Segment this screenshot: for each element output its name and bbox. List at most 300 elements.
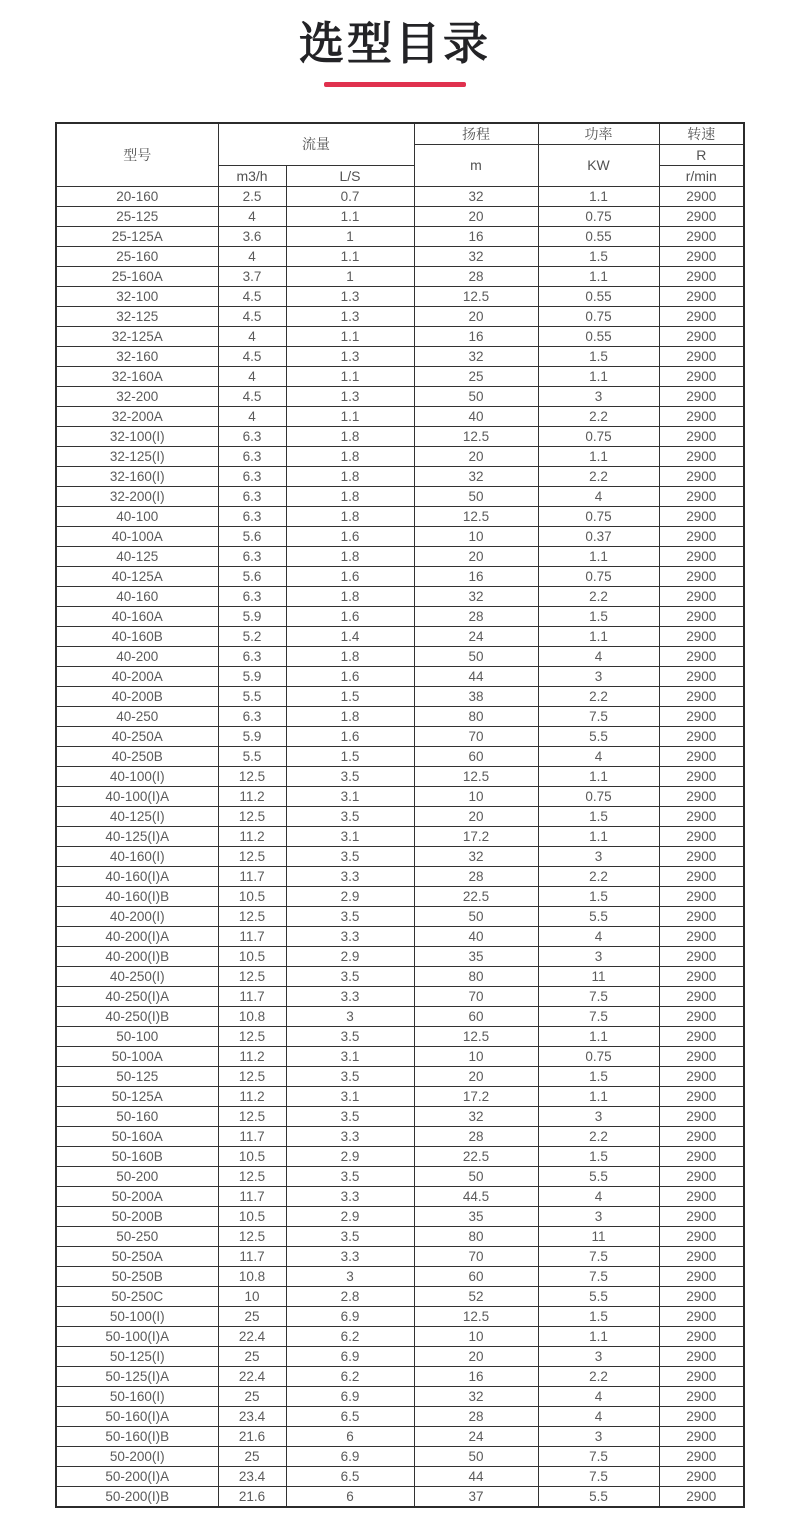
cell-power-kw: 0.75 — [538, 506, 659, 526]
cell-model: 40-125 — [56, 546, 218, 566]
cell-head-m: 32 — [414, 1106, 538, 1126]
cell-flow-m3h: 12.5 — [218, 846, 286, 866]
cell-flow-m3h: 3.6 — [218, 226, 286, 246]
cell-power-kw: 0.75 — [538, 566, 659, 586]
cell-head-m: 50 — [414, 646, 538, 666]
cell-head-m: 20 — [414, 1066, 538, 1086]
cell-speed-rpm: 2900 — [659, 246, 744, 266]
cell-flow-ls: 1.8 — [286, 466, 414, 486]
cell-speed-rpm: 2900 — [659, 646, 744, 666]
cell-flow-ls: 1.8 — [286, 706, 414, 726]
cell-model: 40-200A — [56, 666, 218, 686]
cell-flow-m3h: 11.7 — [218, 1126, 286, 1146]
cell-model: 50-160(I) — [56, 1386, 218, 1406]
cell-power-kw: 1.1 — [538, 186, 659, 206]
cell-head-m: 24 — [414, 1426, 538, 1446]
cell-model: 32-160A — [56, 366, 218, 386]
cell-flow-ls: 1.1 — [286, 246, 414, 266]
table-row — [56, 366, 744, 386]
cell-model: 50-100(I)A — [56, 1326, 218, 1346]
table-row — [56, 1006, 744, 1026]
cell-power-kw: 2.2 — [538, 686, 659, 706]
cell-speed-rpm: 2900 — [659, 466, 744, 486]
cell-flow-ls: 1.8 — [286, 486, 414, 506]
cell-speed-rpm: 2900 — [659, 706, 744, 726]
cell-power-kw: 5.5 — [538, 906, 659, 926]
cell-head-m: 16 — [414, 566, 538, 586]
cell-head-m: 32 — [414, 466, 538, 486]
table-row — [56, 1206, 744, 1226]
cell-head-m: 60 — [414, 746, 538, 766]
cell-head-m: 37 — [414, 1486, 538, 1507]
cell-power-kw: 5.5 — [538, 1166, 659, 1186]
table-row — [56, 946, 744, 966]
cell-flow-ls: 1.6 — [286, 726, 414, 746]
cell-head-m: 16 — [414, 326, 538, 346]
cell-power-kw: 3 — [538, 1106, 659, 1126]
cell-head-m: 70 — [414, 726, 538, 746]
cell-power-kw: 0.75 — [538, 306, 659, 326]
cell-speed-rpm: 2900 — [659, 1306, 744, 1326]
cell-flow-m3h: 21.6 — [218, 1426, 286, 1446]
cell-head-m: 20 — [414, 306, 538, 326]
cell-model: 40-250B — [56, 746, 218, 766]
cell-flow-ls: 0.7 — [286, 186, 414, 206]
table-row — [56, 426, 744, 446]
cell-head-m: 35 — [414, 1206, 538, 1226]
cell-flow-m3h: 10 — [218, 1286, 286, 1306]
cell-head-m: 40 — [414, 926, 538, 946]
cell-speed-rpm: 2900 — [659, 846, 744, 866]
table-row — [56, 746, 744, 766]
cell-flow-ls: 3 — [286, 1006, 414, 1026]
cell-flow-m3h: 11.2 — [218, 1046, 286, 1066]
cell-flow-m3h: 25 — [218, 1446, 286, 1466]
cell-flow-m3h: 4.5 — [218, 286, 286, 306]
table-row — [56, 726, 744, 746]
cell-head-m: 22.5 — [414, 1146, 538, 1166]
cell-model: 32-160 — [56, 346, 218, 366]
cell-power-kw: 4 — [538, 926, 659, 946]
cell-head-m: 10 — [414, 786, 538, 806]
cell-head-m: 70 — [414, 1246, 538, 1266]
cell-speed-rpm: 2900 — [659, 1166, 744, 1186]
cell-flow-ls: 1.5 — [286, 746, 414, 766]
cell-flow-ls: 2.9 — [286, 886, 414, 906]
cell-head-m: 25 — [414, 366, 538, 386]
cell-head-m: 10 — [414, 1046, 538, 1066]
cell-model: 50-160B — [56, 1146, 218, 1166]
cell-head-m: 80 — [414, 1226, 538, 1246]
table-row — [56, 386, 744, 406]
cell-speed-rpm: 2900 — [659, 446, 744, 466]
table-row — [56, 706, 744, 726]
cell-power-kw: 1.1 — [538, 766, 659, 786]
table-row — [56, 1186, 744, 1206]
cell-model: 50-160(I)B — [56, 1426, 218, 1446]
table-row — [56, 446, 744, 466]
cell-head-m: 50 — [414, 386, 538, 406]
cell-model: 40-250(I) — [56, 966, 218, 986]
cell-flow-ls: 1.8 — [286, 506, 414, 526]
cell-flow-m3h: 4 — [218, 326, 286, 346]
cell-model: 40-160B — [56, 626, 218, 646]
cell-flow-ls: 1.3 — [286, 386, 414, 406]
cell-head-m: 60 — [414, 1266, 538, 1286]
table-row — [56, 666, 744, 686]
cell-power-kw: 3 — [538, 1426, 659, 1446]
cell-speed-rpm: 2900 — [659, 866, 744, 886]
cell-power-kw: 11 — [538, 1226, 659, 1246]
cell-flow-ls: 1.1 — [286, 366, 414, 386]
table-row — [56, 1086, 744, 1106]
cell-speed-rpm: 2900 — [659, 226, 744, 246]
cell-power-kw: 1.1 — [538, 266, 659, 286]
cell-power-kw: 4 — [538, 1186, 659, 1206]
header-flow: 流量 — [218, 123, 414, 166]
table-row — [56, 546, 744, 566]
table-row — [56, 826, 744, 846]
cell-speed-rpm: 2900 — [659, 726, 744, 746]
cell-head-m: 20 — [414, 206, 538, 226]
cell-flow-m3h: 11.7 — [218, 926, 286, 946]
cell-speed-rpm: 2900 — [659, 966, 744, 986]
cell-speed-rpm: 2900 — [659, 766, 744, 786]
cell-head-m: 32 — [414, 586, 538, 606]
cell-flow-ls: 1.8 — [286, 586, 414, 606]
cell-power-kw: 1.5 — [538, 886, 659, 906]
cell-speed-rpm: 2900 — [659, 926, 744, 946]
cell-head-m: 28 — [414, 266, 538, 286]
cell-flow-ls: 3.3 — [286, 926, 414, 946]
cell-flow-m3h: 22.4 — [218, 1366, 286, 1386]
cell-flow-m3h: 12.5 — [218, 1166, 286, 1186]
cell-power-kw: 1.5 — [538, 806, 659, 826]
cell-flow-m3h: 5.2 — [218, 626, 286, 646]
cell-model: 50-250 — [56, 1226, 218, 1246]
cell-head-m: 20 — [414, 546, 538, 566]
cell-flow-m3h: 25 — [218, 1346, 286, 1366]
cell-head-m: 60 — [414, 1006, 538, 1026]
cell-head-m: 32 — [414, 186, 538, 206]
table-row — [56, 206, 744, 226]
cell-flow-m3h: 4 — [218, 406, 286, 426]
cell-model: 40-200(I) — [56, 906, 218, 926]
table-row — [56, 926, 744, 946]
table-row — [56, 246, 744, 266]
cell-model: 50-200B — [56, 1206, 218, 1226]
cell-power-kw: 1.5 — [538, 1146, 659, 1166]
cell-power-kw: 1.1 — [538, 1026, 659, 1046]
cell-flow-m3h: 5.5 — [218, 746, 286, 766]
cell-model: 40-160(I)A — [56, 866, 218, 886]
cell-speed-rpm: 2900 — [659, 806, 744, 826]
cell-head-m: 50 — [414, 1446, 538, 1466]
cell-flow-ls: 6.9 — [286, 1346, 414, 1366]
cell-model: 40-250(I)A — [56, 986, 218, 1006]
cell-flow-ls: 6.5 — [286, 1406, 414, 1426]
cell-power-kw: 1.1 — [538, 1086, 659, 1106]
cell-speed-rpm: 2900 — [659, 986, 744, 1006]
cell-speed-rpm: 2900 — [659, 906, 744, 926]
table-row — [56, 1446, 744, 1466]
cell-flow-m3h: 11.7 — [218, 866, 286, 886]
header-row-1 — [56, 123, 744, 145]
header-speed: 转速 — [659, 123, 744, 145]
cell-head-m: 35 — [414, 946, 538, 966]
table-row — [56, 1326, 744, 1346]
cell-power-kw: 0.75 — [538, 426, 659, 446]
cell-flow-m3h: 6.3 — [218, 446, 286, 466]
cell-speed-rpm: 2900 — [659, 746, 744, 766]
cell-flow-ls: 3.1 — [286, 826, 414, 846]
table-row — [56, 766, 744, 786]
cell-speed-rpm: 2900 — [659, 1246, 744, 1266]
cell-flow-ls: 2.9 — [286, 946, 414, 966]
cell-speed-rpm: 2900 — [659, 1006, 744, 1026]
cell-speed-rpm: 2900 — [659, 1086, 744, 1106]
cell-flow-ls: 1.1 — [286, 326, 414, 346]
cell-model: 40-100A — [56, 526, 218, 546]
cell-flow-ls: 3.3 — [286, 1246, 414, 1266]
cell-speed-rpm: 2900 — [659, 366, 744, 386]
pump-selection-table — [55, 122, 745, 1508]
cell-power-kw: 2.2 — [538, 1126, 659, 1146]
cell-head-m: 16 — [414, 1366, 538, 1386]
cell-flow-m3h: 22.4 — [218, 1326, 286, 1346]
cell-model: 25-160 — [56, 246, 218, 266]
cell-flow-m3h: 4.5 — [218, 386, 286, 406]
cell-flow-m3h: 23.4 — [218, 1466, 286, 1486]
cell-flow-ls: 3.5 — [286, 806, 414, 826]
cell-model: 32-200(I) — [56, 486, 218, 506]
cell-power-kw: 3 — [538, 1346, 659, 1366]
table-row — [56, 1266, 744, 1286]
cell-model: 40-200B — [56, 686, 218, 706]
table-row — [56, 626, 744, 646]
cell-flow-m3h: 4 — [218, 246, 286, 266]
cell-head-m: 28 — [414, 866, 538, 886]
cell-speed-rpm: 2900 — [659, 1026, 744, 1046]
cell-model: 32-200A — [56, 406, 218, 426]
cell-flow-m3h: 11.2 — [218, 1086, 286, 1106]
cell-model: 50-160(I)A — [56, 1406, 218, 1426]
table-row — [56, 186, 744, 206]
cell-power-kw: 0.37 — [538, 526, 659, 546]
cell-power-kw: 4 — [538, 486, 659, 506]
cell-flow-ls: 3.5 — [286, 906, 414, 926]
cell-power-kw: 5.5 — [538, 1486, 659, 1507]
table-row — [56, 1426, 744, 1446]
cell-head-m: 32 — [414, 1386, 538, 1406]
cell-model: 50-200(I)A — [56, 1466, 218, 1486]
table-row — [56, 1466, 744, 1486]
cell-speed-rpm: 2900 — [659, 486, 744, 506]
cell-power-kw: 3 — [538, 666, 659, 686]
cell-flow-ls: 6 — [286, 1426, 414, 1446]
cell-speed-rpm: 2900 — [659, 186, 744, 206]
cell-model: 50-200A — [56, 1186, 218, 1206]
cell-flow-m3h: 5.9 — [218, 606, 286, 626]
table-body — [56, 186, 744, 1507]
table-row — [56, 306, 744, 326]
cell-speed-rpm: 2900 — [659, 306, 744, 326]
table-row — [56, 406, 744, 426]
cell-flow-ls: 3.1 — [286, 786, 414, 806]
table-row — [56, 1486, 744, 1507]
table-row — [56, 1066, 744, 1086]
table-row — [56, 1026, 744, 1046]
cell-power-kw: 7.5 — [538, 1266, 659, 1286]
cell-flow-ls: 3.5 — [286, 1226, 414, 1246]
cell-speed-rpm: 2900 — [659, 1046, 744, 1066]
cell-power-kw: 7.5 — [538, 1006, 659, 1026]
cell-flow-m3h: 10.5 — [218, 1206, 286, 1226]
cell-power-kw: 5.5 — [538, 726, 659, 746]
cell-flow-m3h: 5.6 — [218, 526, 286, 546]
cell-model: 50-100 — [56, 1026, 218, 1046]
cell-flow-m3h: 4 — [218, 206, 286, 226]
cell-head-m: 80 — [414, 966, 538, 986]
cell-head-m: 52 — [414, 1286, 538, 1306]
cell-power-kw: 0.55 — [538, 226, 659, 246]
cell-flow-ls: 1.6 — [286, 526, 414, 546]
cell-flow-ls: 3.5 — [286, 766, 414, 786]
table-row — [56, 226, 744, 246]
cell-head-m: 12.5 — [414, 506, 538, 526]
cell-speed-rpm: 2900 — [659, 1466, 744, 1486]
table-row — [56, 786, 744, 806]
cell-head-m: 16 — [414, 226, 538, 246]
cell-flow-m3h: 6.3 — [218, 486, 286, 506]
cell-model: 40-160(I) — [56, 846, 218, 866]
cell-flow-ls: 3.5 — [286, 1166, 414, 1186]
cell-power-kw: 0.75 — [538, 1046, 659, 1066]
cell-flow-ls: 3.5 — [286, 966, 414, 986]
cell-flow-m3h: 12.5 — [218, 1226, 286, 1246]
cell-model: 50-125A — [56, 1086, 218, 1106]
table-row — [56, 1406, 744, 1426]
cell-speed-rpm: 2900 — [659, 346, 744, 366]
table-row — [56, 1146, 744, 1166]
cell-head-m: 80 — [414, 706, 538, 726]
cell-model: 40-125(I)A — [56, 826, 218, 846]
cell-speed-rpm: 2900 — [659, 1406, 744, 1426]
cell-model: 40-160 — [56, 586, 218, 606]
cell-flow-m3h: 21.6 — [218, 1486, 286, 1507]
cell-flow-ls: 6.2 — [286, 1366, 414, 1386]
cell-flow-ls: 3 — [286, 1266, 414, 1286]
cell-power-kw: 0.75 — [538, 786, 659, 806]
cell-flow-ls: 1.3 — [286, 286, 414, 306]
header-head: 扬程 — [414, 123, 538, 145]
table-row — [56, 966, 744, 986]
cell-speed-rpm: 2900 — [659, 606, 744, 626]
cell-speed-rpm: 2900 — [659, 826, 744, 846]
cell-model: 40-160(I)B — [56, 886, 218, 906]
table-row — [56, 266, 744, 286]
cell-head-m: 12.5 — [414, 286, 538, 306]
cell-model: 50-250A — [56, 1246, 218, 1266]
cell-flow-m3h: 25 — [218, 1386, 286, 1406]
table-row — [56, 986, 744, 1006]
cell-flow-m3h: 10.5 — [218, 1146, 286, 1166]
cell-flow-m3h: 10.8 — [218, 1006, 286, 1026]
table-row — [56, 1246, 744, 1266]
cell-flow-ls: 6.2 — [286, 1326, 414, 1346]
cell-head-m: 12.5 — [414, 1306, 538, 1326]
cell-speed-rpm: 2900 — [659, 286, 744, 306]
table-row — [56, 1346, 744, 1366]
cell-head-m: 12.5 — [414, 1026, 538, 1046]
cell-flow-ls: 2.8 — [286, 1286, 414, 1306]
cell-speed-rpm: 2900 — [659, 1186, 744, 1206]
cell-model: 50-200 — [56, 1166, 218, 1186]
cell-power-kw: 4 — [538, 646, 659, 666]
cell-head-m: 12.5 — [414, 426, 538, 446]
cell-model: 32-125 — [56, 306, 218, 326]
cell-power-kw: 7.5 — [538, 986, 659, 1006]
cell-speed-rpm: 2900 — [659, 946, 744, 966]
table-row — [56, 286, 744, 306]
cell-flow-ls: 1.6 — [286, 566, 414, 586]
cell-power-kw: 0.75 — [538, 206, 659, 226]
cell-power-kw: 1.5 — [538, 1306, 659, 1326]
cell-power-kw: 2.2 — [538, 1366, 659, 1386]
header-speed-unit-rmin: r/min — [659, 165, 744, 186]
cell-flow-m3h: 11.7 — [218, 1186, 286, 1206]
cell-power-kw: 11 — [538, 966, 659, 986]
cell-power-kw: 7.5 — [538, 706, 659, 726]
cell-head-m: 32 — [414, 346, 538, 366]
cell-speed-rpm: 2900 — [659, 1266, 744, 1286]
cell-flow-m3h: 5.9 — [218, 726, 286, 746]
cell-speed-rpm: 2900 — [659, 1286, 744, 1306]
cell-flow-m3h: 6.3 — [218, 546, 286, 566]
cell-power-kw: 3 — [538, 946, 659, 966]
cell-flow-ls: 3.1 — [286, 1046, 414, 1066]
cell-model: 32-200 — [56, 386, 218, 406]
cell-model: 50-160A — [56, 1126, 218, 1146]
cell-head-m: 28 — [414, 606, 538, 626]
cell-model: 25-160A — [56, 266, 218, 286]
cell-speed-rpm: 2900 — [659, 326, 744, 346]
header-head-unit: m — [414, 144, 538, 186]
table-row — [56, 506, 744, 526]
cell-flow-ls: 1.4 — [286, 626, 414, 646]
cell-flow-ls: 2.9 — [286, 1206, 414, 1226]
cell-speed-rpm: 2900 — [659, 1486, 744, 1507]
cell-flow-m3h: 12.5 — [218, 806, 286, 826]
cell-head-m: 20 — [414, 806, 538, 826]
cell-speed-rpm: 2900 — [659, 1346, 744, 1366]
table-row — [56, 846, 744, 866]
header-flow-m3h: m3/h — [218, 165, 286, 186]
cell-speed-rpm: 2900 — [659, 1206, 744, 1226]
table-row — [56, 686, 744, 706]
cell-flow-ls: 3.3 — [286, 1126, 414, 1146]
cell-power-kw: 2.2 — [538, 866, 659, 886]
cell-flow-ls: 1.5 — [286, 686, 414, 706]
table-row — [56, 1386, 744, 1406]
cell-speed-rpm: 2900 — [659, 1106, 744, 1126]
cell-model: 40-200(I)B — [56, 946, 218, 966]
cell-power-kw: 7.5 — [538, 1466, 659, 1486]
cell-head-m: 40 — [414, 406, 538, 426]
cell-speed-rpm: 2900 — [659, 1066, 744, 1086]
cell-speed-rpm: 2900 — [659, 686, 744, 706]
table-row — [56, 1366, 744, 1386]
